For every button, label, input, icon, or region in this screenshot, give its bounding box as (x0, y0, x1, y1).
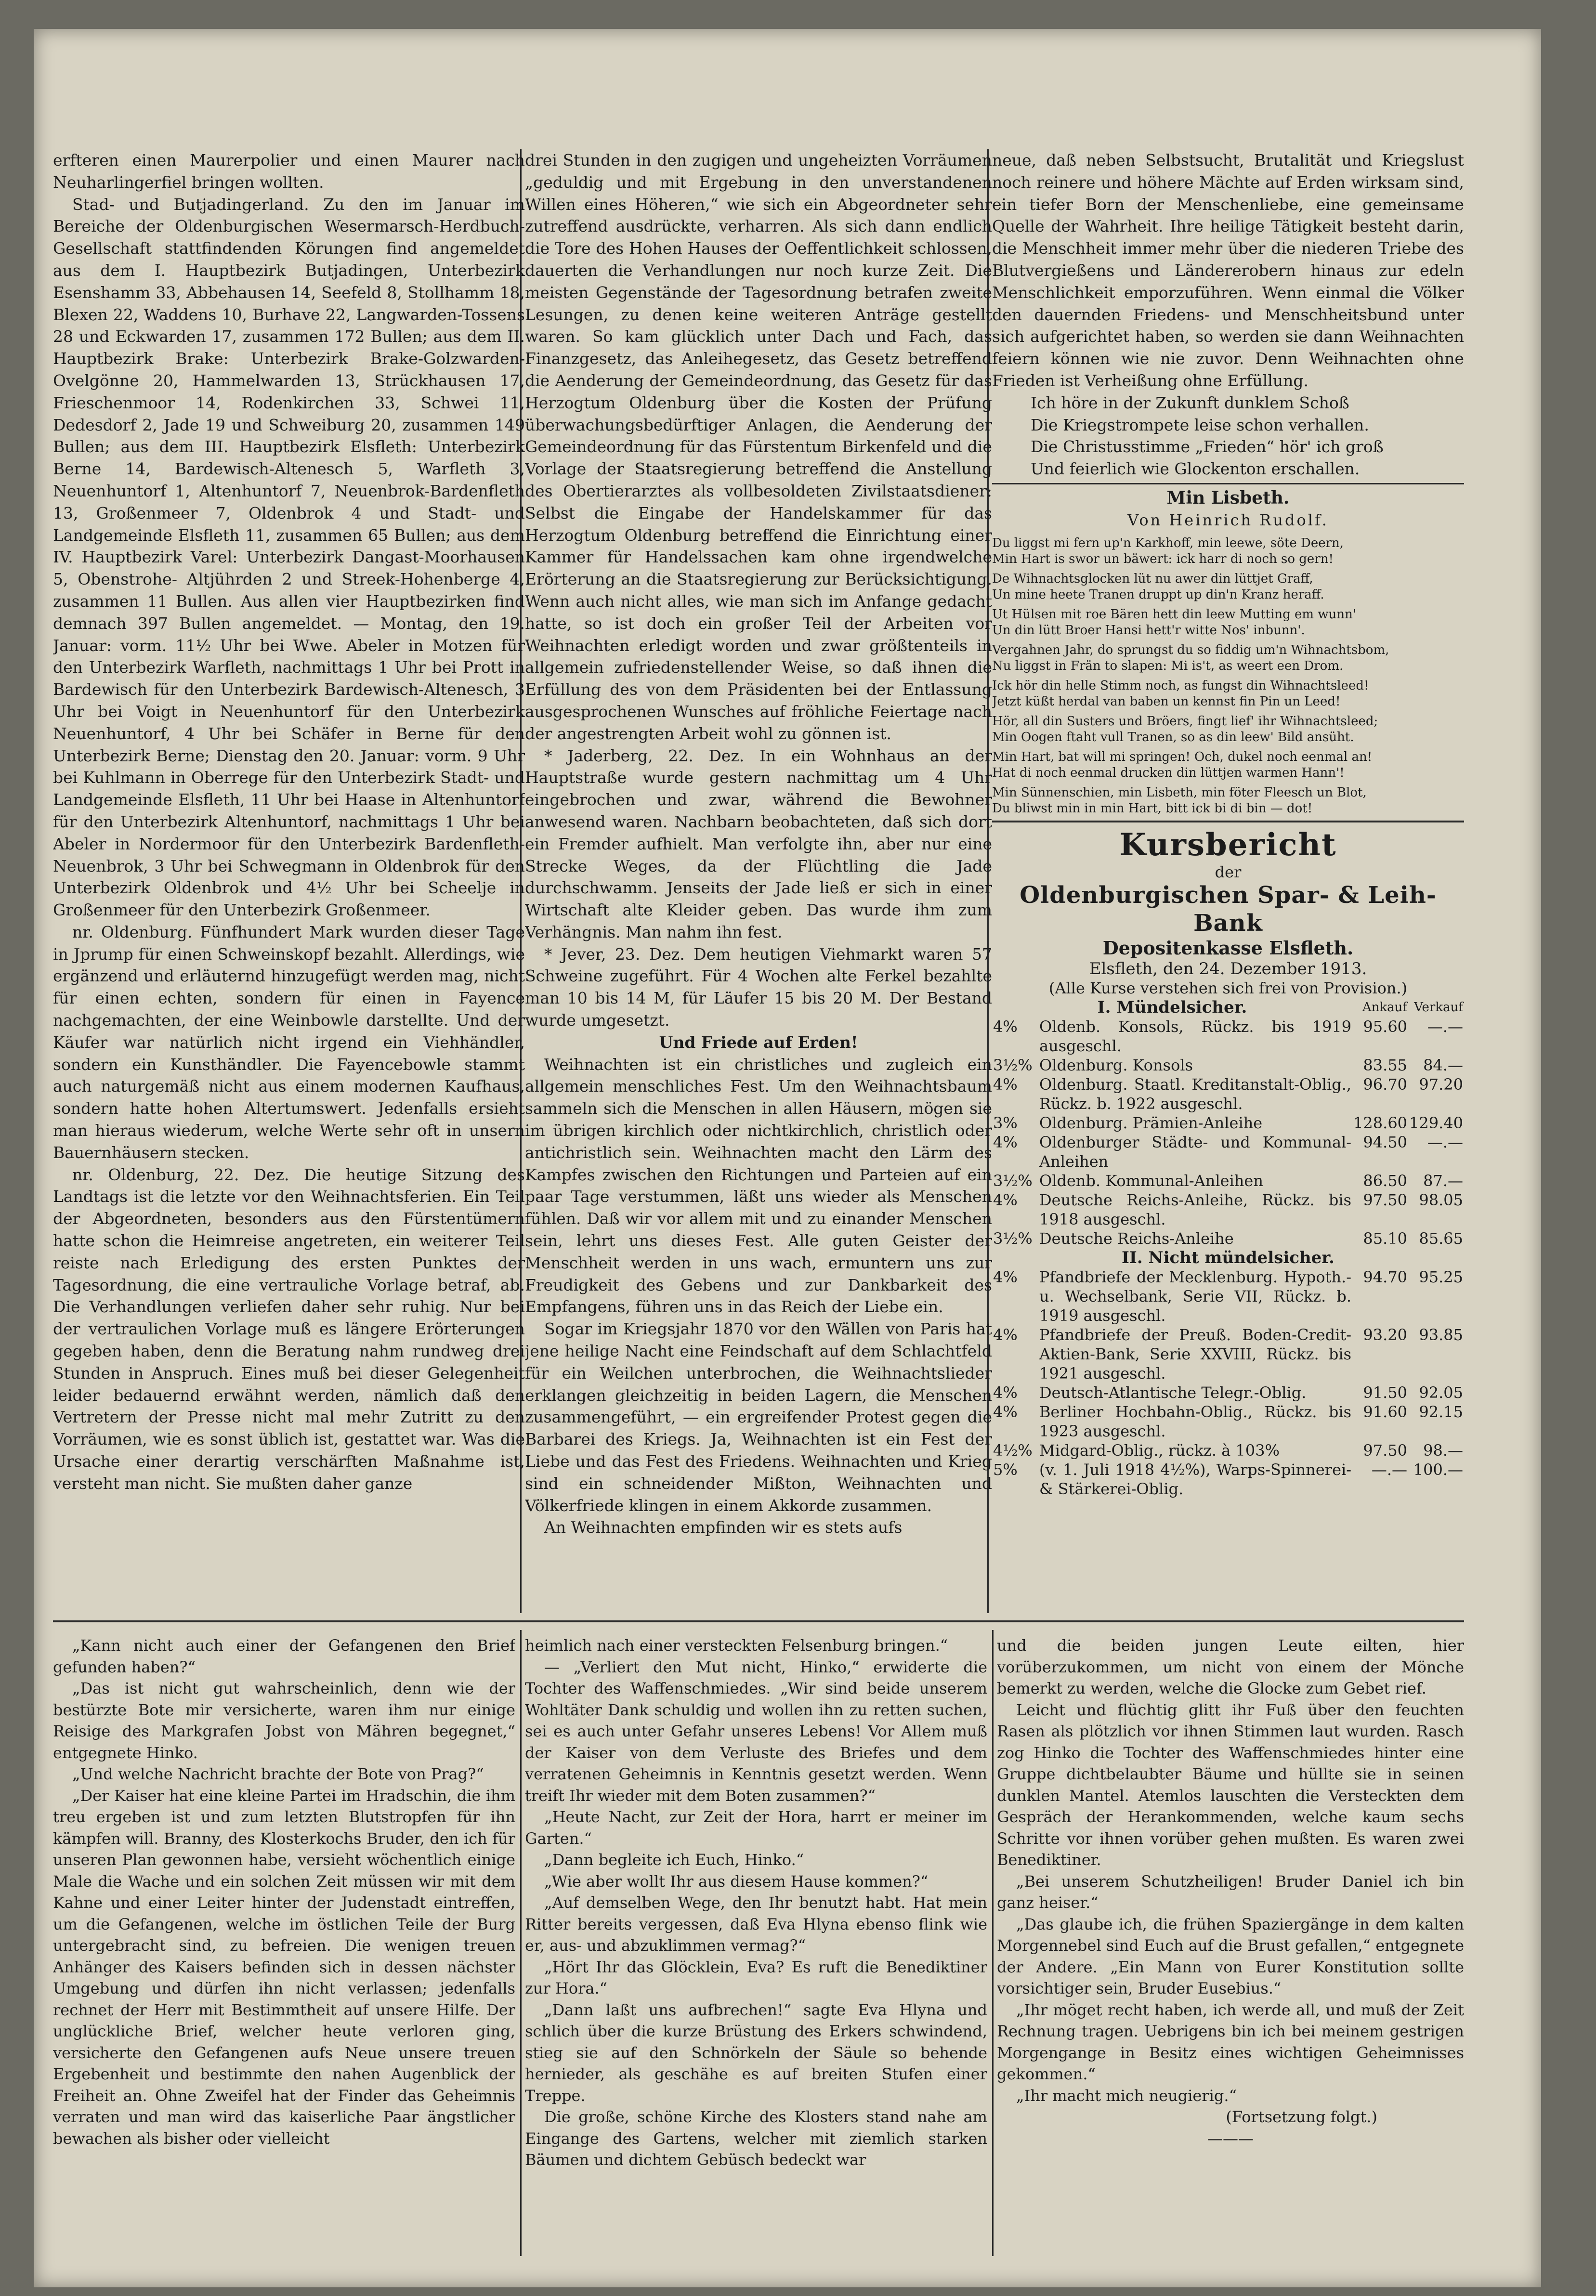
article-oldenburg-landtag: nr. Oldenburg, 22. Dez. Die heutige Sitzung des Landtags ist die letzte vor den Weihnachtsferien. Ein Teil der Abgeordneten, besonders aus den Fürstentümern hatte schon die Heimreise angetreten, ein weiterer Teil reiste nach Erledigung des ersten Punktes der Tagesordnung, die eine vertrauliche Vorlage betraf, ab. Die Verhandlungen verliefen daher sehr ruhig. Nur bei der vertraulichen Vorlage muß es längere Erörterungen gegeben haben, denn die Beratung nahm rundweg drei Stunden in Anspruch. Eines muß bei dieser Gelegenheit leider bedauernd erwähnt werden, nämlich daß den Vertretern der Presse nicht mal mehr Zutritt zu den Vorräumen, wie es sonst üblich ist, gestattet war. Was die Ursache einer derartig verschärften Maßnahme ist, versteht man nicht. Sie mußten daher ganze (53, 1165, 525, 1493)
rate-pct: 4% (993, 1402, 1018, 1421)
serial-paragraph: „Hört Ihr das Glöcklein, Eva? Es ruft die Benediktiner zur Hora.“ (525, 1957, 987, 1997)
rate-sell: 129.40 (1409, 1113, 1463, 1132)
rate-pct: 4% (993, 1133, 1018, 1151)
serial-paragraph: Die große, schöne Kirche des Klosters stand nahe am Eingange des Gartens, welcher mit ziemlich starken Bäumen und dichtem Gebüsch bedeckt war (525, 2108, 987, 2169)
poem-body (992, 535, 1464, 817)
verse-line: Und feierlich wie Glockenton erschallen. (1031, 459, 1360, 479)
serial-paragraph: „Der Kaiser hat eine kleine Partei im Hradschin, die ihm treu ergeben ist und zum letzten Blutstropfen für ihn kämpfen will. Branny, des Klosterkochs Bruder, den ich für unseren Plan gewonnen habe, versieht wöchentlich einige Male die Wache und ein solchen Zeit müssen wir mit dem Kahne und einer Leiter hinter der Judenstadt eintreffen, um die Gefangenen, welche im östlichen Teile der Burg untergebracht sind, zu befreien. Die wenigen treuen Anhänger des Kaisers befinden sich in dessen nächster Umgebung und dürfen ihn nicht verlassen; jedenfalls rechnet der Herr mit Bestimmtheit auf unsere Hilfe. Der unglückliche Brief, welcher heute verloren ging, versicherte den Gefangenen aufs Neue unsere treuen Ergebenheit und bestimmte den nahen Augenblick der Freiheit an. Ohne Zweifel hat der Finder das Geheimnis verraten und man wird das kaiserliche Paar ängstlicher bewachen als bisher oder vielleicht (53, 1786, 515, 2148)
rate-buy: —.— (1371, 1460, 1408, 1479)
article-jever: * Jever, 23. Dez. Dem heutigen Viehmarkt waren 57 Schweine zugeführt. Für 4 Wochen alte Ferkel bezahlte man 10 bis 14 M, für Läufer 15 bis 20 M. Der Bestand wurde umgesetzt. (525, 944, 992, 1030)
serial-paragraph: „Heute Nacht, zur Zeit der Hora, harrt er meiner im Garten.“ (525, 1808, 987, 1848)
rate-pct: 4% (993, 1325, 1018, 1344)
poem-line: Hat di noch eenmal drucken din lüttjen warmen Hann'! (992, 765, 1345, 780)
section-row (992, 1248, 1464, 1267)
column-2 (525, 149, 992, 1613)
rate-name: Oldenburger Städte- und Kommunal-Anleihen (1039, 1133, 1352, 1171)
rate-buy: 96.70 (1363, 1075, 1408, 1094)
column-3 (992, 149, 1464, 1613)
rate-name: Oldenb. Konsols, Rückz. bis 1919 ausgeschl. (1039, 1017, 1352, 1055)
poem-line: Ick hör din helle Stimm noch, as fungst din Wihnachtsleed! (992, 678, 1369, 693)
rate-pct: 4% (993, 1075, 1018, 1094)
divider (992, 821, 1464, 822)
column-rule-3 (520, 1630, 522, 2256)
rate-sell: 87.— (1423, 1171, 1463, 1190)
rate-name: Deutsche Reichs-Anleihe, Rückz. bis 1918 ausgeschl. (1039, 1190, 1352, 1228)
rate-sell: —.— (1427, 1133, 1463, 1151)
article-text: erfteren einen Maurerpolier und einen Maurer nach Neuharlingerfiel bringen wollten. (53, 151, 525, 192)
serial-paragraph: „Dann begleite ich Euch, Hinko.“ (544, 1851, 804, 1869)
rate-row (992, 1190, 1464, 1229)
rate-buy: 83.55 (1363, 1056, 1408, 1074)
poem-line: De Wihnachtsglocken lüt nu awer din lüttjet Graff, (992, 571, 1313, 586)
rate-pct: 3½% (993, 1171, 1033, 1190)
serial-column-2 (525, 1635, 987, 2261)
rate-pct: 4% (993, 1190, 1018, 1209)
section-heading: I. Mündelsicher. (1097, 997, 1247, 1017)
rate-name: Oldenburg. Prämien-Anleihe (1039, 1113, 1263, 1132)
rate-sell: —.— (1427, 1017, 1463, 1036)
article-heading-friede: Und Friede auf Erden! (659, 1032, 858, 1052)
article-oldenburg-schweinskopf: nr. Oldenburg. Fünfhundert Mark wurden dieser Tage in Jprump für einen Schweinskopf bezahlt. Allerdings, wie ergänzend und erläuternd hinzugefügt werden mag, nicht für einen echten, sondern für einen in Fayence nachgemachten, der eine Weinbowle darstellte. Und der Käufer war natürlich nicht irgend ein Viehhändler, sondern ein Kunsthändler. Die Fayencebowle stammt auch naturgemäß nicht aus einem modernen Kaufhaus, sondern hatte hohen Altertumswert. Jedenfalls ersieht man hieraus wiederum, welche Werte sehr oft in unsern Bauernhäusern stecken. (53, 922, 525, 1162)
rate-row (992, 1383, 1464, 1402)
rate-name: Berliner Hochbahn-Oblig., Rückz. bis 1923 ausgeschl. (1039, 1402, 1352, 1440)
rate-row (992, 1460, 1464, 1499)
serial-paragraph: „Kann nicht auch einer der Gefangenen den Brief gefunden haben?“ (53, 1636, 515, 1676)
rate-pct: 4% (993, 1383, 1018, 1402)
rate-sell: 84.— (1423, 1056, 1463, 1074)
rate-buy: 91.50 (1363, 1383, 1408, 1402)
rate-sell: 100.— (1413, 1460, 1463, 1479)
rate-buy: 86.50 (1363, 1171, 1408, 1190)
rate-row (992, 1075, 1464, 1113)
rate-buy: 94.50 (1363, 1133, 1408, 1151)
serial-column-3 (997, 1635, 1464, 2261)
poem-line: Hör, all din Susters und Bröers, fingt lief' ihr Wihnachtsleed; (992, 714, 1378, 729)
rate-name: Oldenburg. Konsols (1039, 1056, 1193, 1074)
serial-paragraph: „Das glaube ich, die frühen Spaziergänge in dem kalten Morgennebel sind Euch auf die Brust gefallen,“ entgegnete der Andere. „Ein Mann von Eurer Konstitution sollte vorsichtiger sein, Bruder Eusebius.“ (997, 1915, 1464, 1997)
rate-name: Deutsche Reichs-Anleihe (1039, 1229, 1234, 1248)
serial-paragraph: „Bei unserem Schutzheiligen! Bruder Daniel ich bin ganz heiser.“ (997, 1872, 1464, 1912)
verse-line: Ich höre in der Zukunft dunklem Schoß (1031, 393, 1349, 412)
rate-buy: 93.20 (1363, 1325, 1408, 1344)
rate-sell: 97.20 (1419, 1075, 1463, 1094)
serial-paragraph: Leicht und flüchtig glitt ihr Fuß über den feuchten Rasen als plötzlich vor ihnen Stimmen laut wurden. Rasch zog Hinko die Tochter des Waffenschmiedes hinter eine Gruppe dichtbelaubter Bäume und hüllte sie in seinen dunklen Mantel. Atemlos lauschten die Versteckten dem Gespräch der Herankommenden, welche kaum sechs Schritte vor ihnen vorüber gehen mußten. Es waren zwei Benediktiner. (997, 1700, 1464, 1869)
rate-sell: 92.15 (1419, 1402, 1463, 1421)
rates-header-row (992, 998, 1464, 1017)
rate-name: Deutsch-Atlantische Telegr.-Oblig. (1039, 1383, 1307, 1402)
poem-line: Min Hart is swor un bäwert: ick harr di noch so gern! (992, 551, 1334, 566)
continuation-note: (Fortsetzung folgt.) (1226, 2108, 1377, 2126)
rate-row (992, 1325, 1464, 1383)
kurs-branch: Depositenkasse Elsfleth. (1102, 937, 1354, 959)
serial-paragraph: — „Verliert den Mut nicht, Hinko,“ erwiderte die Tochter des Waffenschmiedes. „Wir sind beide unserem Wohltäter Dank schuldig und wollen ihn zu retten suchen, sei es auch unter Gefahr unseres Lebens! Vor Allem muß der Kaiser von dem Verluste des Briefes und dem verratenen Geheimnis in Kenntnis gesetzt werden. Wenn treift Ihr wieder mit dem Boten zusammen?“ (525, 1657, 987, 1805)
rate-buy: 95.60 (1363, 1017, 1408, 1036)
rate-sell: 85.65 (1419, 1229, 1463, 1248)
verse-line: Die Christusstimme „Frieden“ hör' ich groß (1031, 437, 1384, 457)
poem-line: Min Hart, bat will mi springen! Och, dukel noch eenmal an! (992, 749, 1373, 764)
column-1 (53, 149, 525, 1623)
rate-buy: 128.60 (1353, 1113, 1408, 1132)
rate-sell: 93.85 (1419, 1325, 1463, 1344)
poem-author: Von Heinrich Rudolf. (1127, 510, 1329, 529)
rate-pct: 3½% (993, 1056, 1033, 1074)
article-weihnachten-2: Sogar im Kriegsjahr 1870 vor den Wällen von Paris hat jene heilige Nacht eine Feindschaft auf dem Schlachtfeld für ein Weilchen unterbrochen, die Weihnachtslieder erklangen gleichzeitig in beiden Lagern, die Menschen zusammengeführt, — ein ergreifender Protest gegen die Barbarei des Kriegs. Ja, Weihnachten ist ein Fest der Liebe und das Fest des Friedens. Weihnachten und Krieg sind ein schneidender Mißton, Weihnachten und Völkerfriede klingen in einem Akkorde zusammen. (525, 1319, 992, 1515)
rate-buy: 91.60 (1363, 1402, 1408, 1421)
poem-title: Min Lisbeth. (1166, 487, 1290, 508)
kurs-der: der (1215, 862, 1242, 881)
poem-line: Du bliwst min in min Hart, bitt ick bi di bin — dot! (992, 801, 1313, 816)
end-mark: ——— (1207, 2129, 1254, 2148)
serial-paragraph: „Auf demselben Wege, den Ihr benutzt habt. Hat mein Ritter bereits vergessen, daß Eva Hlyna ebenso flink wie er, aus- und abzuklimmen vermag?“ (525, 1893, 987, 1955)
rate-row (992, 1113, 1464, 1133)
poem-line: Min Sünnenschien, min Lisbeth, min föter Fleesch un Blot, (992, 785, 1367, 800)
article-stad-butjadingerland: Stad- und Butjadingerland. Zu den im Januar im Bereiche der Oldenburgischen Wesermarsch-Herdbuch-Gesellschaft stattfindenden Körungen find angemeldet aus dem I. Hauptbezirk Butjadingen, Unterbezirk Esenshamm 33, Abbehausen 14, Seefeld 8, Stollhamm 18, Blexen 22, Waddens 10, Burhave 22, Langwarden-Tossens 28 und Eckwarden 17, zusammen 172 Bullen; aus dem II. Hauptbezirk Brake: Unterbezirk Brake-Golzwarden-Ovelgönne 20, Hammelwarden 13, Strückhausen 17, Frieschenmoor 14, Rodenkirchen 33, Schwei 11, Dedesdorf 2, Jade 19 und Schweiburg 20, zusammen 149 Bullen; aus dem III. Hauptbezirk Elsfleth: Unterbezirk Berne 14, Bardewisch-Altenesch 5, Warfleth 3, Neuenhuntorf 1, Altenhuntorf 7, Neuenbrok-Bardenfleth 13, Großenmeer 7, Oldenbrok 4 und Stadt- und Landgemeinde Elsfleth 11, zusammen 65 Bullen; aus dem IV. Hauptbezirk Varel: Unterbezirk Dangast-Moorhausen 5, Obenstrohe- Altjührden 2 und Streek-Hohenberge 4, zusammen 11 Bullen. Aus allen vier Hauptbezirken find demnach 397 Bullen angemeldet. — Montag, den 19. Januar: vorm. 11½ Uhr bei Wwe. Abeler in Motzen für den Unterbezirk Warfleth, nachmittags 1 Uhr bei Prott in Bardewisch für den Unterbezirk Bardewisch-Altenesch, 3 Uhr bei Voigt in Neuenhuntorf für den Unterbezirk Neuenhuntorf, 4 Uhr bei Schäfer in Berne für den Unterbezirk Berne; Dienstag den 20. Januar: vorm. 9 Uhr bei Kuhlmann in Oberrege für den Unterbezirk Stadt- und Landgemeinde Elsfleth, 11 Uhr bei Haase in Altenhuntorf für den Unterbezirk Altenhuntorf, nachmittags 1 Uhr bei Abeler in Nordermoor für den Unterbezirk Bardenfleth-Neuenbrok, 3 Uhr bei Schwegmann in Oldenbrok für den Unterbezirk Oldenbrok und 4½ Uhr bei Scheelje in Großenmeer für den Unterbezirk Großenmeer. (53, 195, 525, 920)
rate-row (992, 1229, 1464, 1248)
article-weihnachten-3: An Weihnachten empfinden wir es stets aufs (544, 1518, 903, 1537)
serial-paragraph: „Und welche Nachricht brachte der Bote von Prag?“ (72, 1765, 484, 1783)
serial-paragraph: „Das ist nicht gut wahrscheinlich, denn wie der bestürzte Bote mir versicherte, waren ihm nur einige Reisige des Markgrafen Jobst von Mähren begegnet,“ entgegnete Hinko. (53, 1679, 515, 1762)
rate-sell: 95.25 (1419, 1267, 1463, 1286)
rate-row (992, 1171, 1464, 1190)
poem-line: Un din lütt Broer Hansi hett'r witte Nos' inbunn'. (992, 623, 1305, 638)
rate-pct: 4½% (993, 1441, 1033, 1460)
serial-paragraph: „Wie aber wollt Ihr aus diesem Hause kommen?“ (544, 1872, 929, 1891)
rate-row (992, 1402, 1464, 1441)
serial-paragraph: „Ihr möget recht haben, ich werde all, und muß der Zeit Rechnung tragen. Uebrigens bin ich bei meinem gestrigen Morgengange in Besitz eines wichtigen Geheimnisses gekommen.“ (997, 2000, 1464, 2083)
article-jaderberg: * Jaderberg, 22. Dez. In ein Wohnhaus an der Hauptstraße wurde gestern nachmittag um 4 Uhr eingebrochen und zwar, während die Bewohner anwesend waren. Nachbarn beobachteten, daß sich dort ein Fremder aufhielt. Man verfolgte ihn, aber nur eine Strecke Weges, da der Flüchtling die Jade durchschwamm. Jenseits der Jade ließ er sich in einer Wirtschaft alte Kleider geben. Das wurde ihm zum Verhängnis. Man nahm ihn fest. (525, 746, 992, 941)
divider (992, 483, 1464, 484)
rate-pct: 5% (993, 1460, 1018, 1479)
rate-pct: 4% (993, 1017, 1018, 1036)
poem-line: Ut Hülsen mit roe Bären hett din leew Mutting em wunn' (992, 607, 1356, 622)
rate-buy: 97.50 (1363, 1441, 1408, 1460)
serial-paragraph: und die beiden jungen Leute eilten, hier vorüberzukommen, um nicht von einem der Mönche bemerkt zu werden, welche die Glocke zum Gebet rief. (997, 1636, 1464, 1697)
kurs-title: Kursbericht (1119, 826, 1337, 863)
rate-name: Oldenburg. Staatl. Kreditanstalt-Oblig., Rückz. b. 1922 ausgeschl. (1039, 1075, 1352, 1113)
poem-line: Min Oogen ftaht vull Tranen, so as din leew' Bild ansüht. (992, 730, 1354, 744)
rate-row (992, 1056, 1464, 1075)
rate-sell: 98.05 (1419, 1190, 1463, 1209)
rate-pct: 4% (993, 1267, 1018, 1286)
article-text: drei Stunden in den zugigen und ungeheizten Vorräumen „geduldig und mit Ergebung in den unverstandenen Willen eines Höheren,“ wie sich ein Abgeordneter sehr zutreffend ausdrückte, verharren. Als sich dann endlich die Tore des Hohen Hauses der Oeffentlichkeit schlossen, dauerten die Verhandlungen nur noch kurze Zeit. Die meisten Gegenstände der Tagesordnung betrafen zweite Lesungen, zu denen keine weiteren Anträge gestellt waren. So kam glücklich unter Dach und Fach, das Finanzgesetz, das Anleihegesetz, das Gesetz betreffend die Aenderung der Gemeindeordnung, das Gesetz für das Herzogtum Oldenburg über die Kosten der Prüfung überwachungsbedürftiger Anlagen, die Aenderung der Gemeindeordnung für das Fürstentum Birkenfeld und die Vorlage der Staatsregierung betreffend die Anstellung des Obertierarztes als vollbesoldeten Zivilstaatsdiener: Selbst die Eingabe der Handelskammer für das Herzogtum Oldenburg betreffend die Einrichtung einer Kammer für Handelssachen kam ohne irgendwelche Erörterung an die Staatsregierung zur Berücksichtigung. Wenn auch nicht alles, wie man sich im Anfange gedacht hatte, so ist doch ein großer Teil der Arbeiten vor Weihnachten erledigt worden und zwar größtenteils in allgemein zufriedenstellender Weise, so daß ihnen die Erfüllung des von dem Präsidenten bei der Entlassung ausgesprochenen Wunsches auf fröhliche Feiertage nach der angestrengten Arbeit wohl zu gönnen ist. (525, 151, 992, 743)
rate-name: Pfandbriefe der Mecklenburg. Hypoth.- u. Wechselbank, Serie VII, Rückz. b. 1919 ausgeschl. (1039, 1267, 1352, 1325)
verse (992, 392, 1464, 480)
article-weihnachten: Weihnachten ist ein christliches und zugleich ein allgemein menschliches Fest. Um den Weihnachtsbaum sammeln sich die Menschen in allen Häusern, mögen sie im übrigen kirchlich oder nichtkirchlich, christlich oder antichristlich sein. Weihnachten macht den Lärm des Kampfes zwischen den Richtungen und Parteien auf ein paar Tage verstummen, läßt uns wieder als Menschen fühlen. Daß wir vor allem mit und zu einander Menschen sein, lehrt uns dieses Fest. Alle guten Geister der Menschheit werden in uns wach, ermuntern uns zur Freudigkeit des Gebens und zur Dankbarkeit des Empfangens, führen uns in das Reich der Liebe ein. (525, 1055, 992, 1317)
serial-paragraph: „Ihr macht mich neugierig.“ (1016, 2086, 1237, 2105)
rate-row (992, 1267, 1464, 1325)
rate-pct: 3½% (993, 1229, 1033, 1248)
poem-line: Vergahnen Jahr, do sprungst du so fiddig um'n Wihnachtsbom, (992, 642, 1389, 657)
rates-table (992, 998, 1464, 1499)
rate-name: (v. 1. Juli 1918 4½%), Warps-Spinnerei- & Stärkerei-Oblig. (1039, 1460, 1352, 1498)
rate-buy: 97.50 (1363, 1190, 1408, 1209)
rate-buy: 85.10 (1363, 1229, 1408, 1248)
col-buy: Ankauf (1362, 1000, 1408, 1015)
serial-paragraph: heimlich nach einer versteckten Felsenburg bringen.“ (525, 1636, 948, 1655)
rate-row (992, 1133, 1464, 1171)
verse-line: Die Kriegstrompete leise schon verhallen. (1031, 415, 1369, 434)
rate-buy: 94.70 (1363, 1267, 1408, 1286)
section-heading: II. Nicht mündelsicher. (1122, 1248, 1334, 1267)
poem-line: Du liggst mi fern up'n Karkhoff, min leewe, söte Deern, (992, 535, 1344, 550)
kurs-note: (Alle Kurse verstehen sich frei von Provision.) (1048, 978, 1408, 997)
rate-name: Oldenb. Kommunal-Anleihen (1039, 1171, 1263, 1190)
serial-paragraph: „Dann laßt uns aufbrechen!“ sagte Eva Hlyna und schlich über die kurze Brüstung des Erkers schwindend, stieg sie auf den Schnörkeln der Säule so behende hernieder, als geschähe es auf breiten Stufen einer Treppe. (525, 2000, 987, 2105)
rate-name: Midgard-Oblig., rückz. à 103% (1039, 1441, 1280, 1460)
poem-line: Nu liggst in Frän to slapen: Mi is't, as weert een Drom. (992, 658, 1344, 673)
rate-pct: 3% (993, 1113, 1018, 1132)
article-text: neue, daß neben Selbstsucht, Brutalität und Kriegslust noch reinere und höhere Mächte auf Erden wirksam sind, ein tiefer Born der Menschenliebe, eine gemeinsame Quelle der Wahrheit. Ihre heilige Tätigkeit besteht darin, die Menschheit immer mehr über die niederen Triebe des Blutvergießens und Ländererobern hinaus zur edeln Menschlichkeit emporzuführen. Wenn einmal die Völker den dauernden Friedens- und Menschheitsbund unter sich aufgerichtet haben, so werden sie dann Weihnachten feiern können wie nie zuvor. Denn Weihnachten ohne Frieden ist Verheißung ohne Erfüllung. (992, 151, 1464, 390)
col-sell: Verkauf (1414, 1000, 1463, 1015)
poem-line: Jetzt küßt herdal van baben un kennst fin Pin un Leed! (992, 694, 1341, 709)
poem-line: Un mine heete Tranen druppt up din'n Kranz heraff. (992, 587, 1324, 602)
rate-sell: 98.— (1423, 1441, 1463, 1460)
kurs-date: Elsfleth, den 24. Dezember 1913. (1089, 959, 1367, 978)
rate-row (992, 1441, 1464, 1460)
kurs-bank: Oldenburgischen Spar- & Leih-Bank (1020, 881, 1437, 937)
rate-name: Pfandbriefe der Preuß. Boden-Credit-Aktien-Bank, Serie XXVIII, Rückz. bis 1921 ausgeschl. (1039, 1325, 1352, 1383)
rate-row (992, 1017, 1464, 1056)
serial-column-1 (53, 1635, 515, 2261)
rate-sell: 92.05 (1419, 1383, 1463, 1402)
column-rule-4 (992, 1630, 994, 2256)
newspaper-page (34, 29, 1541, 2287)
